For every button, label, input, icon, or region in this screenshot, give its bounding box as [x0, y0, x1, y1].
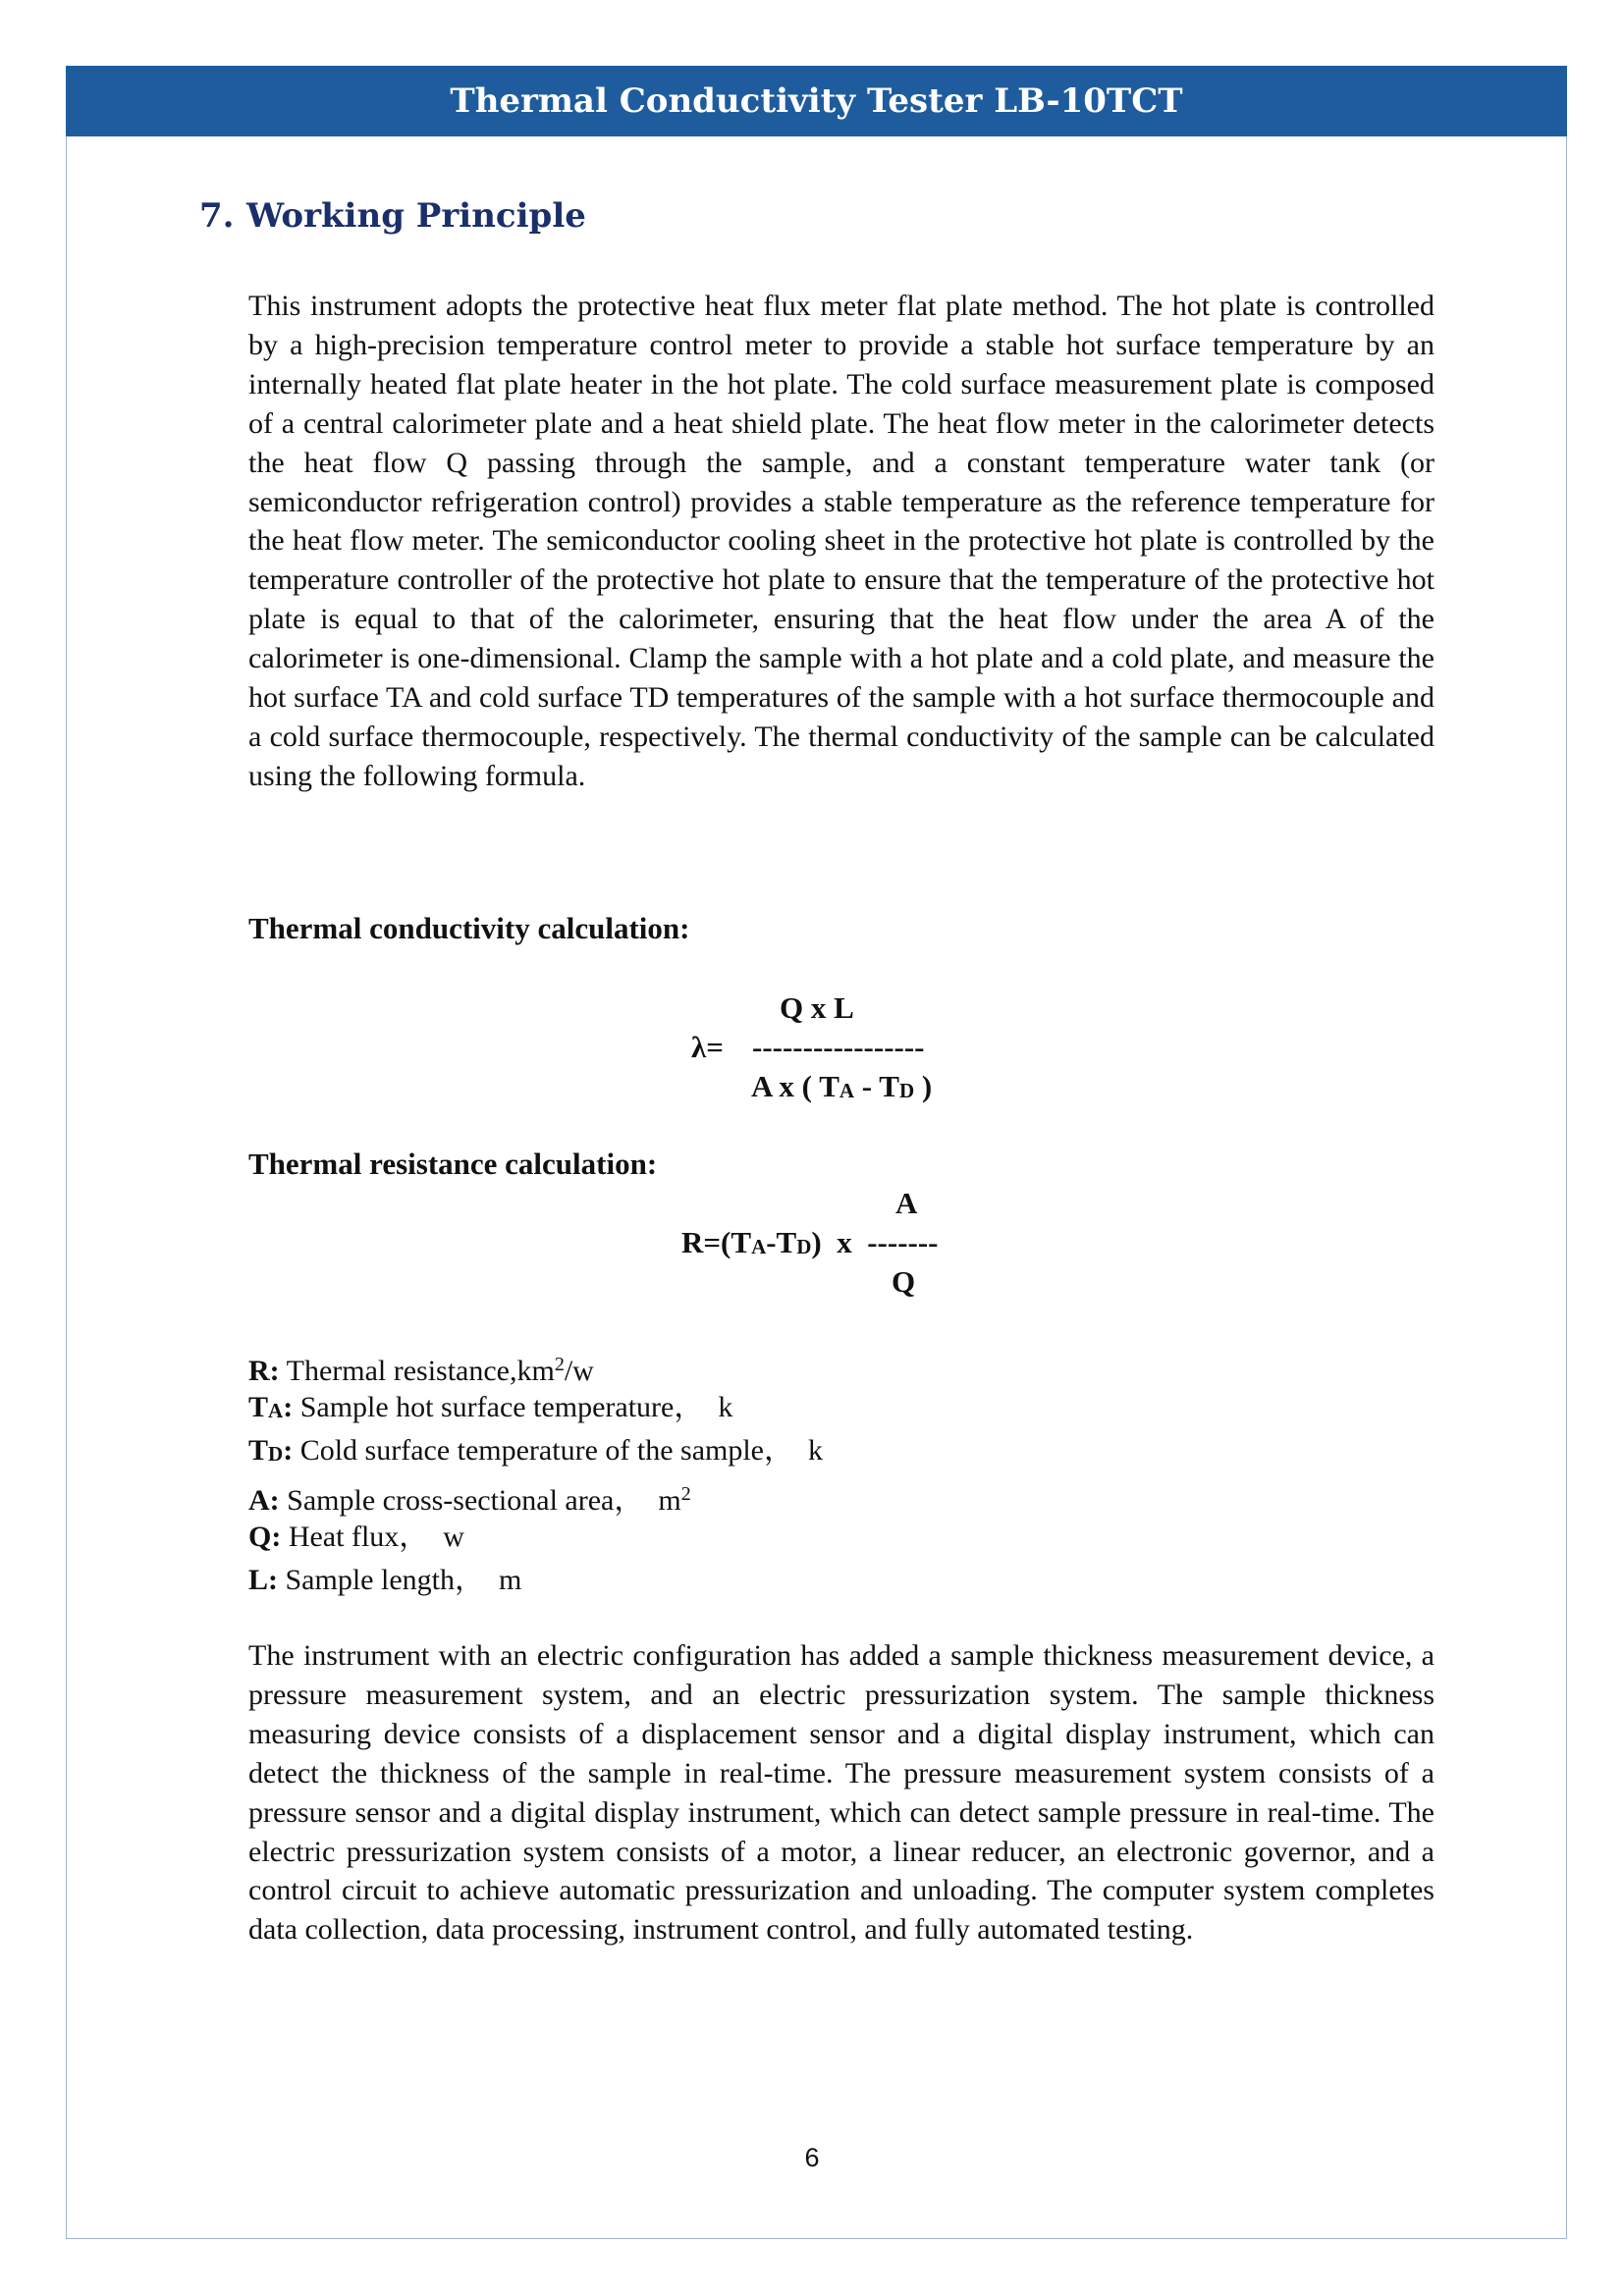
variable-definitions	[248, 1343, 823, 1602]
res-suffix: ) x -------	[811, 1225, 939, 1259]
res-prefix: R=(T	[681, 1225, 752, 1259]
definition-item	[248, 1386, 823, 1429]
den-sub-d: D	[899, 1079, 915, 1102]
resistance-denominator: Q	[892, 1264, 916, 1299]
def-sup: 2	[554, 1354, 565, 1375]
section-number: 7.	[199, 196, 235, 236]
conductivity-numerator: Q x L	[780, 990, 854, 1025]
def-text: Thermal resistance,km	[279, 1355, 555, 1387]
def-text: Sample length， m	[278, 1564, 522, 1596]
header-bar	[66, 66, 1567, 136]
principle-paragraph: This instrument adopts the protective heat flux meter flat plate method. The hot plate is controlled by a high-precision temperature control meter to provide a stable hot surface temperature by an internally heated flat plate heater in the hot plate. The cold surface measurement plate is composed of a central calorimeter plate and a heat shield plate. The heat flow meter in the calorimeter detects the heat flow Q passing through the sample, and a constant temperature water tank (or semiconductor refrigeration control) provides a stable temperature as the reference temperature for the heat flow meter. The semiconductor cooling sheet in the protective hot plate is controlled by the temperature controller of the protective hot plate to ensure that the temperature of the protective hot plate is equal to that of the calorimeter, ensuring that the heat flow under the area A of the calorimeter is one-dimensional. Clamp the sample with a hot plate and a cold plate, and measure the hot surface TA and cold surface TD temperatures of the sample with a hot surface thermocouple and a cold surface thermocouple, respectively. The thermal conductivity of the sample can be calculated using the following formula.	[248, 290, 1435, 792]
def-sup: 2	[680, 1483, 691, 1505]
den-suffix: )	[914, 1069, 933, 1103]
resistance-expression	[681, 1225, 939, 1260]
def-key: T	[248, 1391, 269, 1423]
def-text: Heat flux， w	[281, 1521, 464, 1553]
def-key-sub: A	[268, 1399, 284, 1422]
def-key: T	[248, 1434, 269, 1467]
def-key-after: :	[283, 1391, 294, 1423]
def-key: A:	[248, 1484, 280, 1517]
definition-item	[248, 1343, 823, 1386]
definition-item	[248, 1429, 823, 1472]
den-mid: - T	[854, 1069, 899, 1103]
section-heading	[199, 196, 586, 236]
definition-item	[248, 1559, 823, 1602]
def-key: Q:	[248, 1521, 282, 1553]
document-title: Thermal Conductivity Tester LB-10TCT	[450, 81, 1183, 121]
resistance-numerator: A	[895, 1186, 918, 1220]
def-text: Sample hot surface temperature， k	[293, 1391, 733, 1423]
electric-configuration-paragraph: The instrument with an electric configuration has added a sample thickness measurement device, a pressure measurement system, and an electric pressurization system. The sample thickness measuring device consists of a displacement sensor and a digital display instrument, which can detect the thickness of the sample in real-time. The pressure measurement system consists of a pressure sensor and a digital display instrument, which can detect sample pressure in real-time. The electric pressurization system consists of a motor, a linear reducer, an electronic governor, and a control circuit to achieve automatic pressurization and unloading. The computer system completes data collection, data processing, instrument control, and fully automated testing.	[248, 1639, 1435, 1947]
def-key: R:	[248, 1355, 280, 1387]
def-key-after: :	[283, 1434, 294, 1467]
definition-item	[248, 1516, 823, 1559]
resistance-heading: Thermal resistance calculation:	[248, 1147, 658, 1181]
definition-item	[248, 1472, 823, 1516]
def-text: Sample cross-sectional area， m	[279, 1484, 681, 1517]
def-text: Cold surface temperature of the sample， k	[293, 1434, 823, 1467]
den-sub-a: A	[839, 1079, 855, 1102]
res-sub-a: A	[751, 1235, 767, 1258]
res-mid: -T	[766, 1225, 797, 1259]
section-title: Working Principle	[246, 196, 586, 236]
conductivity-fraction-bar: -----------------	[752, 1030, 925, 1064]
conductivity-denominator	[751, 1069, 932, 1104]
def-key-sub: D	[268, 1442, 284, 1466]
page-number: 6	[804, 2143, 820, 2172]
den-prefix: A x ( T	[751, 1069, 839, 1103]
conductivity-heading: Thermal conductivity calculation:	[248, 911, 690, 945]
conductivity-lhs: λ=	[691, 1030, 724, 1064]
def-key: L:	[248, 1564, 278, 1596]
res-sub-d: D	[796, 1235, 812, 1258]
def-tail: /w	[564, 1355, 594, 1387]
